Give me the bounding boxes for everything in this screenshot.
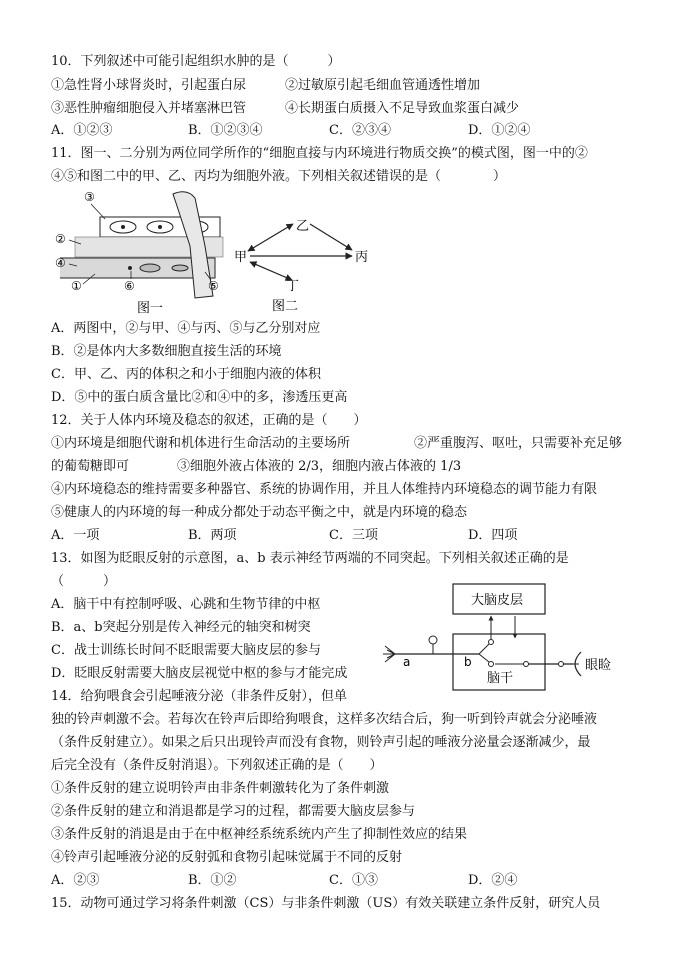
q14-statement-3: ③条件反射的消退是由于在中枢神经系统系统内产生了抑制性效应的结果 bbox=[51, 827, 468, 842]
fig1-label-2: ② bbox=[55, 232, 66, 246]
q10-stem: 10．下列叙述中可能引起组织水肿的是（ ） bbox=[51, 54, 341, 69]
q14-option-b: B．①② bbox=[188, 873, 237, 888]
q14-stem-line3: （条件反射建立）。如果之后只出现铃声而没有食物，则铃声引起的唾液分泌量会逐渐减少，最 bbox=[51, 735, 591, 750]
q13-option-b: B．a、b突起分别是传入神经元的轴突和树突 bbox=[51, 620, 311, 635]
fig2-label-yi: 乙 bbox=[296, 219, 310, 234]
fig13-ganglion bbox=[429, 636, 437, 644]
q13-blink-reflex-figure bbox=[383, 582, 663, 694]
q12-stem: 12．关于人体内环境及稳态的叙述，正确的是（ ） bbox=[51, 413, 367, 428]
fig2-arrow-jia-yi bbox=[248, 224, 293, 251]
q10-statement-1: ①急性肾小球肾炎时，引起蛋白尿 bbox=[51, 78, 247, 93]
q14-option-c: C．①③ bbox=[329, 873, 378, 888]
q13-option-c: C．战士训练长时间不眨眼需要大脑皮层的参与 bbox=[51, 643, 321, 658]
q11-stem-line1: 11．图一、二分别为两位同学所作的“细胞直接与内环境进行物质交换”的模式图，图一中的② bbox=[51, 146, 588, 161]
q11-stem-line2: ④⑤和图二中的甲、乙、丙均为细胞外液。下列相关叙述错误的是（ ） bbox=[51, 169, 507, 184]
q10-statements-row2 bbox=[51, 101, 641, 117]
fig1-label-5: ⑤ bbox=[208, 279, 219, 293]
fig2-arrow-jia-ding bbox=[250, 262, 292, 280]
q10-statement-3: ③恶性肿瘤细胞侵入并堵塞淋巴管 bbox=[51, 101, 247, 116]
q14-stem-line2: 独的铃声刺激不会。若每次在铃声后即给狗喂食，这样多次结合后，狗一听到铃声就会分泌唾液 bbox=[51, 712, 598, 727]
fig13-brainstem-label: 脑干 bbox=[487, 671, 514, 686]
q10-option-a: A．①②③ bbox=[51, 123, 113, 138]
fig2-arrow-yi-bing bbox=[310, 224, 352, 250]
q10-statements-row1 bbox=[51, 78, 641, 94]
q14-statement-1: ①条件反射的建立说明铃声由非条件刺激转化为了条件刺激 bbox=[51, 781, 390, 796]
fig1-caption: 图一 bbox=[137, 301, 164, 314]
fig2-label-bing: 丙 bbox=[355, 250, 369, 265]
q14-stem-line1: 14．给狗喂食会引起唾液分泌（非条件反射），但单 bbox=[51, 689, 348, 704]
q14-option-a: A．②③ bbox=[51, 873, 100, 888]
q11-option-b: B．②是体内大多数细胞直接生活的环境 bbox=[51, 344, 282, 359]
q12-statement-1: ①内环境是细胞代谢和机体进行生命活动的主要场所 bbox=[51, 436, 351, 451]
fig2-label-jia: 甲 bbox=[234, 250, 248, 265]
q11-option-c: C．甲、乙、丙的体积之和小于细胞内液的体积 bbox=[51, 367, 321, 382]
fig13-receptor bbox=[383, 646, 395, 662]
q13-paren: （ ） bbox=[51, 574, 117, 589]
fig13-eyelid-label: 眼睑 bbox=[585, 658, 612, 673]
q10-option-c: C．②③④ bbox=[329, 123, 391, 138]
q10-options bbox=[51, 123, 641, 139]
fig13-label-a: a bbox=[403, 655, 411, 669]
fig2-label-ding: 丁 bbox=[286, 279, 300, 294]
q10-statement-4: ④长期蛋白质摄入不足导致血浆蛋白减少 bbox=[285, 101, 520, 116]
fig13-cortex-label: 大脑皮层 bbox=[471, 593, 524, 608]
q10-option-b: B．①②③④ bbox=[188, 123, 263, 138]
fig1-label-1: ① bbox=[71, 279, 82, 293]
fig1-red-cell bbox=[140, 264, 160, 272]
q11-option-a: A．两图中，②与甲、④与丙、⑤与乙分别对应 bbox=[51, 321, 321, 336]
q14-stem-line4: 后完全没有（条件反射消退）。下列叙述正确的是（ ） bbox=[51, 758, 383, 773]
fig1-label-4: ④ bbox=[55, 256, 66, 270]
q12-statement-row1 bbox=[51, 436, 641, 452]
q11-option-d: D．⑤中的蛋白质含量比②和④中的多，渗透压更高 bbox=[51, 390, 348, 405]
q12-statement-3: ③细胞外液占体液的 2/3，细胞内液占体液的 1/3 bbox=[177, 459, 462, 474]
q12-option-b: B．两项 bbox=[188, 528, 237, 543]
q10-statement-2: ②过敏原引起毛细血管通透性增加 bbox=[285, 78, 481, 93]
q10-option-d: D．①②④ bbox=[468, 123, 531, 138]
q13-option-a: A．脑干中有控制呼吸、心跳和生物节律的中枢 bbox=[51, 597, 321, 612]
q12-statement-row2 bbox=[51, 459, 641, 475]
q14-statement-2: ②条件反射的建立和消退都是学习的过程，都需要大脑皮层参与 bbox=[51, 804, 416, 819]
q12-statement-4: ④内环境稳态的维持需要多种器官、系统的协调作用，并且人体维持内环境稳态的调节能力有限 bbox=[51, 482, 598, 497]
q12-option-c: C．三项 bbox=[329, 528, 378, 543]
q11-figure-2 bbox=[234, 212, 374, 314]
q11-figure-1 bbox=[55, 186, 235, 314]
q14-option-d: D．②④ bbox=[468, 873, 518, 888]
q13-stem: 13．如图为眨眼反射的示意图，a、b 表示神经节两端的不同突起。下列相关叙述正确的是 bbox=[51, 551, 569, 566]
q14-statement-4: ④铃声引起唾液分泌的反射弧和食物引起味觉属于不同的反射 bbox=[51, 850, 403, 865]
q13-option-d: D．眨眼反射需要大脑皮层视觉中枢的参与才能完成 bbox=[51, 666, 348, 681]
q14-options bbox=[51, 873, 641, 889]
q15-stem: 15．动物可通过学习将条件刺激（CS）与非条件刺激（US）有效关联建立条件反射，研究人员 bbox=[51, 896, 601, 911]
fig1-label-6: ⑥ bbox=[124, 279, 135, 293]
q12-statement-2-cont: 的葡萄糖即可 bbox=[51, 459, 130, 474]
fig1-label-3: ③ bbox=[84, 190, 95, 204]
q12-options bbox=[51, 528, 641, 544]
q12-statement-5: ⑤健康人的内环境的每一种成分都处于动态平衡之中，就是内环境的稳态 bbox=[51, 505, 468, 520]
q12-option-a: A．一项 bbox=[51, 528, 100, 543]
q12-statement-2: ②严重腹泻、呕吐，只需要补充足够 bbox=[414, 436, 623, 451]
fig2-caption: 图二 bbox=[272, 299, 299, 314]
fig13-label-b: b bbox=[464, 655, 472, 669]
q12-option-d: D．四项 bbox=[468, 528, 518, 543]
